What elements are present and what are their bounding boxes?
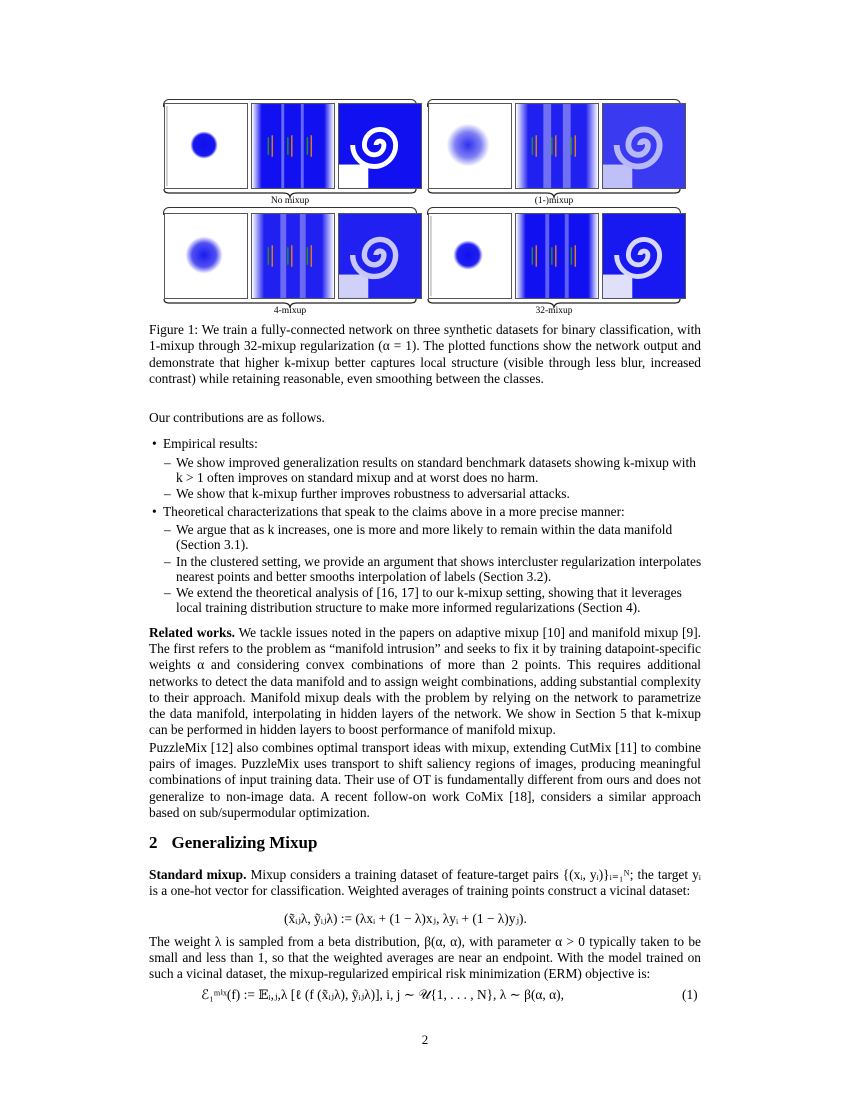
panel-bands-4mixup [251, 213, 335, 299]
contributions-intro: Our contributions are as follows. [149, 410, 325, 425]
dash-marker: – [164, 554, 171, 569]
bullet-2-3a: We extend the theoretical analysis of [16, 17] to our k-mixup setting, showing that it leverages [176, 585, 682, 600]
standard-mixup-paragraph [149, 867, 701, 899]
panel-dot-1mixup [428, 103, 512, 189]
group-label-nomixup: No mixup [270, 196, 310, 206]
dash-marker: – [164, 455, 171, 470]
panel-dot-4mixup [164, 213, 248, 299]
bullet-2-1a: We argue that as k increases, one is more and more likely to remain within the data manifold [176, 522, 673, 537]
bullet-1-1b: k > 1 often improves on standard mixup and at worst does no harm. [176, 470, 539, 485]
bullet-marker: • [152, 436, 157, 451]
bullet-theoretical: Theoretical characterizations that speak to the claims above in a more precise manner: [163, 504, 625, 519]
related-works-title: Related works. [149, 625, 236, 640]
bullet-2-1b: (Section 3.1). [176, 537, 249, 552]
group-label-32mixup: 32-mixup [535, 306, 573, 316]
caption-text: We train a fully-connected network on three synthetic datasets for binary classification, with 1-mixup through 32-mixup regularization (α = 1). The plotted functions show the network output and demonstrate that higher k-mixup better captures local structure (visible through less blur, increased contrast) while retaining reasonable, even smoothing between the classes. [149, 322, 701, 387]
bullet-2-3b: local training distribution structure to make more informed regularizations (Section 4). [176, 600, 641, 615]
panel-dot-32mixup [428, 213, 512, 299]
bullet-1-2: We show that k-mixup further improves robustness to adversarial attacks. [176, 486, 570, 501]
bullet-2-2b: nearest points and better smooths interpolation of labels (Section 3.2). [176, 569, 552, 584]
bullet-empirical: Empirical results: [163, 436, 258, 451]
panel-dot-nomixup [164, 103, 248, 189]
panel-spiral-4mixup [338, 213, 422, 299]
dash-marker: – [164, 522, 171, 537]
caption-label: Figure 1: [149, 322, 199, 337]
panel-spiral-nomixup [338, 103, 422, 189]
panel-spiral-1mixup [602, 103, 686, 189]
panel-bands-32mixup [515, 213, 599, 299]
equation-vicinal: (x̃ᵢⱼλ, ỹᵢⱼλ) := (λxᵢ + (1 − λ)xⱼ, λyᵢ + (1 − λ)yⱼ). [284, 911, 527, 926]
related-works-text: We tackle issues noted in the papers on adaptive mixup [10] and manifold mixup [9]. The first refers to the problem as “manifold intrusion” and seeks to fix it by training datapoint-specific weights α and considering convex combinations of more than 2 points. This requires additional networks to detect the data manifold and to assign weight combinations, adding substantial complexity to their approach. Manifold mixup deals with the problem by relying on the network to parametrize the data manifold, interpolating in hidden layers of the network. We show in Section 5 that k-mixup can be performed in hidden layers to boost performance of manifold mixup. [149, 625, 701, 738]
standard-mixup-title: Standard mixup. [149, 867, 247, 882]
figure-caption [149, 322, 701, 388]
puzzlemix-paragraph: PuzzleMix [12] also combines optimal transport ideas with mixup, extending CutMix [11] to combine pairs of images. PuzzleMix uses transport to shift saliency regions of images, producing meaningful combinations of input training data. Their use of OT is fundamentally different from ours and does not generalize to non-image data. A recent follow-on work CoMix [18], considers a similar approach based on sub/supermodular optimization. [149, 740, 701, 820]
section-heading [149, 833, 317, 853]
panel-bands-nomixup [251, 103, 335, 189]
related-works-paragraph [149, 625, 701, 738]
panel-bands-1mixup [515, 103, 599, 189]
dash-marker: – [164, 486, 171, 501]
group-label-1mixup: (1-)mixup [534, 196, 574, 206]
page-number: 2 [421, 1032, 429, 1047]
section-title: Generalizing Mixup [171, 833, 318, 852]
figure-1 [163, 99, 687, 319]
standard-mixup-text1: Mixup considers a training dataset of feature-target pairs {(xᵢ, yᵢ)}ᵢ₌₁ᴺ; the target yᵢ is a one-hot vector for classification. Weighted averages of training points construct a vicinal dataset: [149, 867, 701, 899]
bullet-2-2a: In the clustered setting, we provide an argument that shows intercluster regularization interpolates [176, 554, 702, 569]
section-number: 2 [149, 833, 158, 852]
group-label-4mixup: 4-mixup [273, 306, 307, 316]
bullet-1-1a: We show improved generalization results on standard benchmark datasets showing k-mixup with [176, 455, 696, 470]
standard-mixup-text2: The weight λ is sampled from a beta distribution, β(α, α), with parameter α > 0 typically taken to be small and less than 1, so that the weighted averages are near an endpoint. With the model trained on such a vicinal dataset, the mixup-regularized empirical risk minimization (ERM) objective is: [149, 934, 701, 982]
bullet-marker: • [152, 504, 157, 519]
equation-1: ℰ₁ᵐⁱˣ(f) := 𝔼ᵢ,ⱼ,λ [ℓ (f (x̃ᵢⱼλ), ỹᵢⱼλ)], i, j ∼ 𝒰{1, . . . , N}, λ ∼ β(α, α), [201, 987, 564, 1002]
dash-marker: – [164, 585, 171, 600]
panel-spiral-32mixup [602, 213, 686, 299]
equation-1-number: (1) [682, 987, 698, 1002]
